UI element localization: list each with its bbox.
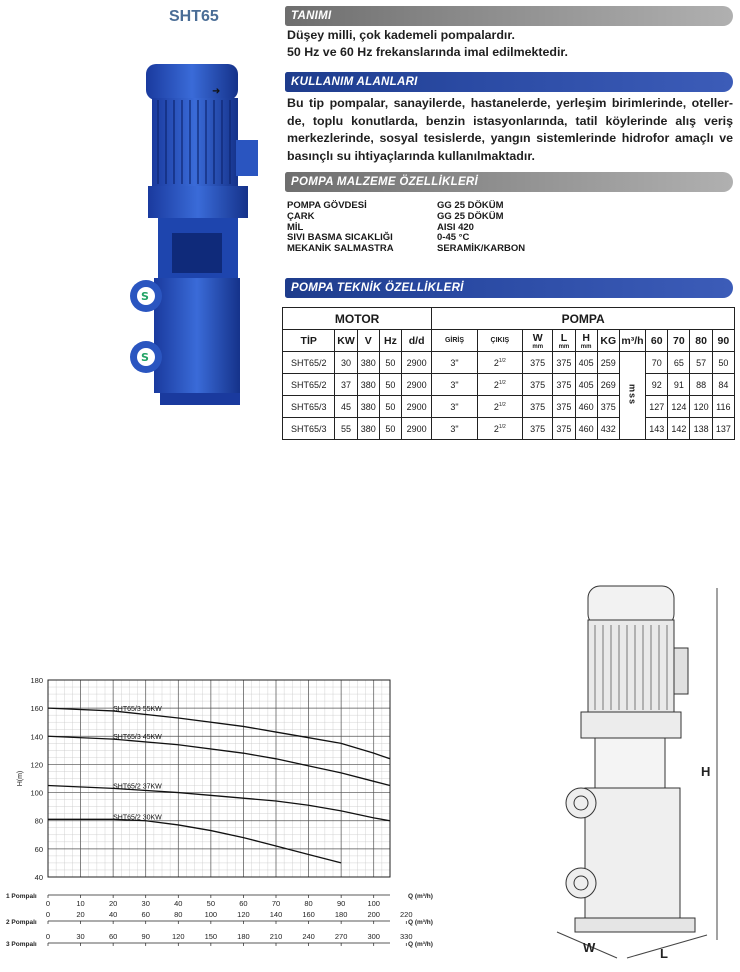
cell-hz: 50 (379, 418, 401, 440)
cell-kg: 259 (597, 352, 619, 374)
cell-cikis (477, 418, 522, 440)
col-m3h: m³/h (619, 330, 645, 352)
cell-q80: 88 (690, 374, 712, 396)
x-tick-label: 0 (45, 899, 51, 908)
x-tick-label: 270 (334, 932, 348, 941)
col-h-unit: mm (580, 343, 592, 350)
cell-cikis (477, 396, 522, 418)
cell-w: 375 (523, 418, 553, 440)
x-tick-label: 10 (76, 899, 85, 908)
cell-giris: 3" (432, 374, 477, 396)
cell-q70: 142 (668, 418, 690, 440)
y-tick-label: 160 (30, 704, 43, 714)
x-axis-name: 2 Pompalı (6, 919, 37, 926)
cell-hz: 50 (379, 396, 401, 418)
table-row (283, 396, 735, 418)
dim-label-w: W (583, 940, 596, 955)
section-header-malzeme: POMPA MALZEME ÖZELLİKLERİ (285, 172, 733, 192)
col-v: V (357, 330, 379, 352)
spec-table (282, 307, 735, 440)
tanimi-line-2: 50 Hz ve 60 Hz frekanslarında imal edilmektedir. (287, 45, 568, 59)
x-tick-label: 80 (304, 899, 313, 908)
cell-kg: 432 (597, 418, 619, 440)
cell-tip: SHT65/2 (283, 352, 335, 374)
cikis-frac: 1/2 (498, 423, 506, 430)
x-tick-label: 240 (302, 932, 315, 941)
cell-l: 375 (553, 374, 575, 396)
material-key: MEKANİK SALMASTRA (287, 243, 394, 255)
y-tick-label: 180 (30, 676, 43, 685)
col-dd: d/d (402, 330, 432, 352)
x-axis-unit: Q (m³/h) (408, 941, 433, 948)
x-tick-label: 40 (108, 910, 118, 919)
cell-w: 375 (523, 352, 553, 374)
cell-h: 405 (575, 352, 597, 374)
material-list (287, 201, 637, 255)
col-cikis: ÇIKIŞ (477, 330, 522, 352)
x-tick-label: 200 (367, 910, 380, 919)
cell-q70: 91 (668, 374, 690, 396)
x-axis-name: 1 Pompalı (6, 893, 37, 900)
cell-l: 375 (553, 352, 575, 374)
x-tick-label: 30 (141, 899, 150, 908)
cell-v: 380 (357, 352, 379, 374)
x-tick-label: 20 (108, 899, 118, 908)
cell-kg: 375 (597, 396, 619, 418)
cell-q80: 57 (690, 352, 712, 374)
x-tick-label: 180 (237, 932, 250, 941)
x-tick-label: 20 (76, 910, 85, 919)
cell-l: 375 (553, 418, 575, 440)
x-tick-label: 100 (367, 899, 380, 908)
cell-q90: 137 (712, 418, 734, 440)
cell-giris: 3" (432, 352, 477, 374)
cell-q90: 84 (712, 374, 734, 396)
svg-text:S: S (141, 290, 149, 303)
x-tick-label: 60 (141, 910, 150, 919)
cikis-frac: 1/2 (498, 401, 506, 408)
cell-h: 460 (575, 418, 597, 440)
series-label: SHT65/2 30KW (113, 814, 162, 822)
series-label: SHT65/2 37KW (113, 783, 162, 791)
col-l-unit: mm (558, 343, 570, 350)
pompa-header: POMPA (432, 308, 735, 330)
product-title: SHT65 (169, 8, 219, 25)
col-tip: TİP (283, 330, 335, 352)
cell-tip: SHT65/3 (283, 418, 335, 440)
cell-q60: 127 (646, 396, 668, 418)
y-tick-label: 40 (34, 873, 43, 882)
cikis-value: 2 (493, 423, 499, 434)
cell-tip: SHT65/2 (283, 374, 335, 396)
cell-dd: 2900 (402, 418, 432, 440)
section-header-tanimi: TANIMI (285, 6, 733, 26)
table-row (283, 374, 735, 396)
cell-kw: 30 (335, 352, 357, 374)
x-tick-label: 0 (45, 910, 51, 919)
dimension-drawing (545, 580, 735, 965)
mss-label: mss (627, 383, 638, 405)
svg-text:S: S (141, 351, 149, 364)
x-tick-label: 300 (367, 932, 380, 941)
cell-q90: 50 (712, 352, 734, 374)
col-w-unit: mm (532, 343, 544, 350)
y-tick-label: 100 (30, 788, 43, 798)
x-tick-label: 120 (237, 910, 250, 919)
cell-l: 375 (553, 396, 575, 418)
kullanim-text: Bu tip pompalar, sanayilerde, hastanelerde, yerleşim birimlerinde, oteller-de, toplu konutlarda, benzin istasyonlarında, tatil köylerinde alış veriş merkezlerinde, sosyal tesislerde, yangın sistemlerinde hidrofor amaçlı ve basınçlı su ihtiyaçlarında kullanılmaktadır. (287, 96, 733, 163)
cell-q60: 92 (646, 374, 668, 396)
cell-q60: 143 (646, 418, 668, 440)
cell-cikis (477, 352, 522, 374)
x-tick-label: 100 (204, 910, 218, 919)
cell-kw: 45 (335, 396, 357, 418)
section-header-teknik: POMPA TEKNİK ÖZELLİKLERİ (285, 278, 733, 298)
tanimi-line-1: Düşey milli, çok kademeli pompalardır. (287, 28, 515, 42)
x-axis-unit: Q (m³/h) (408, 893, 433, 900)
cikis-value: 2 (493, 379, 499, 390)
x-tick-label: 120 (172, 932, 185, 941)
x-tick-label: 60 (239, 899, 248, 908)
x-tick-label: 330 (400, 932, 413, 941)
x-axis-unit: Q (m³/h) (408, 919, 433, 926)
col-l-label: L (560, 331, 568, 344)
col-hz: Hz (379, 330, 401, 352)
series-label: SHT65/3 55KW (113, 705, 162, 713)
cell-w: 375 (523, 396, 553, 418)
pump-photo (128, 58, 268, 410)
material-value: GG 25 DÖKÜM (437, 210, 504, 222)
cell-q80: 120 (690, 396, 712, 418)
cell-tip: SHT65/3 (283, 396, 335, 418)
cell-kw: 37 (335, 374, 357, 396)
cell-w: 375 (523, 374, 553, 396)
cell-dd: 2900 (402, 352, 432, 374)
cell-q70: 65 (668, 352, 690, 374)
y-tick-label: 60 (34, 844, 43, 854)
col-q90: 90 (712, 330, 734, 352)
cikis-value: 2 (493, 401, 499, 412)
x-tick-label: 180 (334, 910, 348, 919)
material-value: SERAMİK/KARBON (437, 243, 526, 255)
material-key: SIVI BASMA SICAKLIĞI (287, 232, 393, 244)
cikis-frac: 1/2 (498, 379, 506, 386)
svg-text:➜: ➜ (212, 86, 221, 97)
x-tick-label: 60 (108, 932, 118, 941)
cikis-value: 2 (493, 357, 499, 368)
cell-v: 380 (357, 418, 379, 440)
material-key: MİL (287, 221, 304, 233)
mss-cell (619, 352, 645, 440)
cell-q60: 70 (646, 352, 668, 374)
x-tick-label: 90 (141, 932, 150, 941)
col-w-label: W (532, 331, 543, 344)
col-kw: KW (335, 330, 357, 352)
table-row (283, 352, 735, 374)
material-key: POMPA GÖVDESİ (287, 200, 367, 211)
x-tick-label: 30 (76, 932, 85, 941)
y-axis-label: H(m) (17, 770, 24, 787)
x-tick-label: 0 (45, 932, 51, 941)
dim-label-l: L (660, 946, 668, 961)
cell-q80: 138 (690, 418, 712, 440)
cell-kw: 55 (335, 418, 357, 440)
cell-h: 460 (575, 396, 597, 418)
x-tick-label: 220 (400, 910, 413, 919)
col-kg: KG (597, 330, 619, 352)
col-h (575, 330, 597, 352)
material-row (287, 244, 637, 255)
motor-header: MOTOR (283, 308, 432, 330)
x-tick-label: 150 (204, 932, 218, 941)
cell-q90: 116 (712, 396, 734, 418)
cell-giris: 3" (432, 418, 477, 440)
material-value: AISI 420 (437, 221, 474, 233)
x-tick-label: 160 (302, 910, 315, 919)
x-axis-name: 3 Pompalı (6, 941, 37, 948)
cell-v: 380 (357, 396, 379, 418)
cell-giris: 3" (432, 396, 477, 418)
y-tick-label: 140 (30, 732, 43, 742)
cell-q70: 124 (668, 396, 690, 418)
col-q80: 80 (690, 330, 712, 352)
material-row (287, 212, 637, 223)
y-tick-label: 80 (34, 816, 43, 826)
col-w (523, 330, 553, 352)
col-q70: 70 (668, 330, 690, 352)
cikis-frac: 1/2 (498, 357, 506, 364)
col-q60: 60 (646, 330, 668, 352)
cell-kg: 269 (597, 374, 619, 396)
x-tick-label: 70 (271, 899, 281, 908)
performance-chart (0, 670, 450, 970)
x-tick-label: 90 (336, 899, 346, 908)
material-value: 0-45 °C (437, 232, 470, 244)
col-giris: GİRİŞ (432, 330, 477, 352)
x-tick-label: 210 (269, 932, 283, 941)
material-value: GG 25 DÖKÜM (437, 200, 504, 211)
cell-hz: 50 (379, 374, 401, 396)
cell-cikis (477, 374, 522, 396)
x-tick-label: 80 (174, 910, 183, 919)
x-tick-label: 50 (206, 899, 216, 908)
x-tick-label: 40 (174, 899, 183, 908)
cell-hz: 50 (379, 352, 401, 374)
table-row (283, 418, 735, 440)
col-h-label: H (582, 331, 590, 344)
cell-v: 380 (357, 374, 379, 396)
cell-dd: 2900 (402, 374, 432, 396)
x-tick-label: 140 (269, 910, 283, 919)
material-key: ÇARK (287, 210, 315, 222)
y-tick-label: 120 (30, 760, 43, 770)
cell-dd: 2900 (402, 396, 432, 418)
dim-label-h: H (701, 764, 711, 779)
col-l (553, 330, 575, 352)
cell-h: 405 (575, 374, 597, 396)
series-label: SHT65/3 45KW (113, 734, 162, 742)
section-header-kullanim: KULLANIM ALANLARI (285, 72, 733, 92)
